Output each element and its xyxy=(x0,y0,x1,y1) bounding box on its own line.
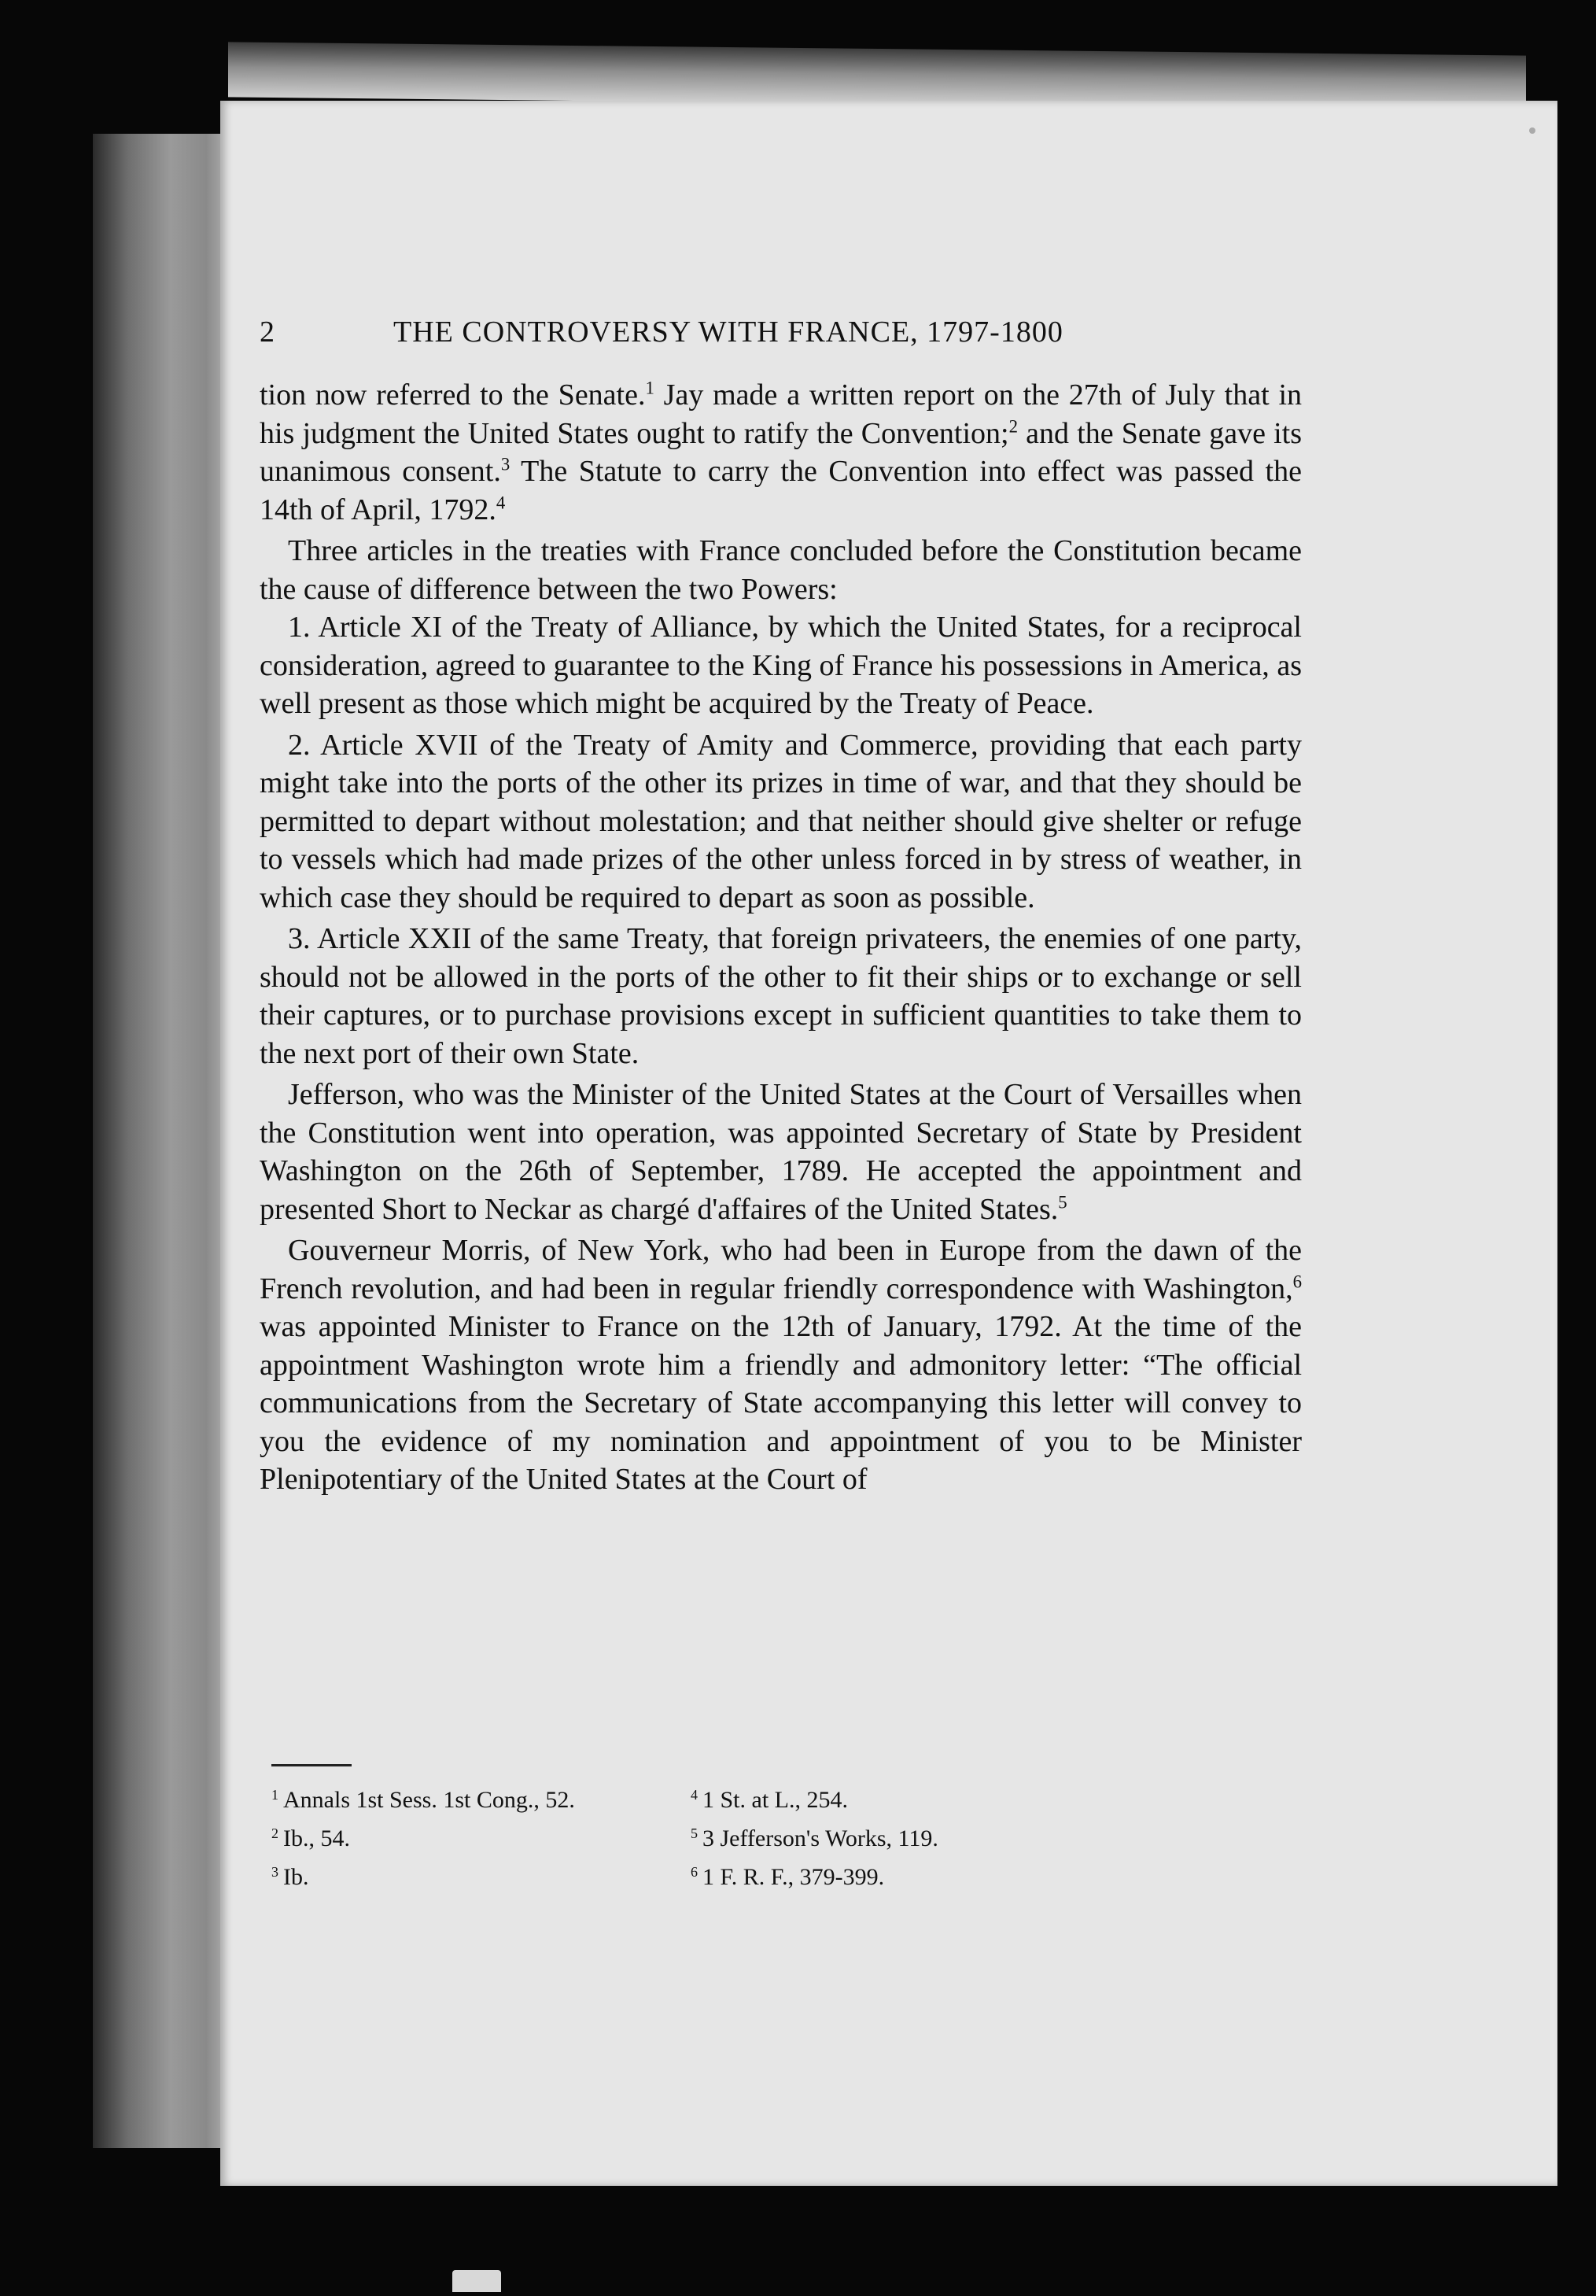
paragraph: 3. Article XXII of the same Treaty, that foreign privateers, the enemies of one party, should not be allowed in the ports of the other to fit their ships or to exchange or sell their captures, or to purchase provisions except in sufficient quantities to take them to the next port of their own State. xyxy=(260,922,1302,1070)
page-stack-edge xyxy=(93,134,234,2148)
paragraph: 1. Article XI of the Treaty of Alliance, by which the United States, for a reciprocal consideration, agreed to guarantee to the King of France his possessions in America, as well present as those which might be acquired by the Treaty of Peace. xyxy=(260,611,1302,720)
footnote-ref: 5 xyxy=(1058,1191,1067,1212)
dust-speck xyxy=(1529,127,1535,134)
footnote-text: Ib. xyxy=(283,1863,309,1890)
paragraph xyxy=(260,376,1302,529)
footnote-rule xyxy=(271,1764,352,1766)
footnote xyxy=(271,1817,680,1855)
footnote-number: 3 xyxy=(271,1863,278,1880)
page-number: 2 xyxy=(260,316,275,349)
text-run: was appointed Minister to France on the 12th of January, 1792. At the time of the appointment Washington wrote him a friendly and admonitory letter: “The official communications from the Secretary of State accompanying this letter will convey to you the evidence of my nomination and appointment of you to be Minister Plenipotentiary of the United States at the Court of xyxy=(260,1310,1302,1496)
footnote xyxy=(691,1817,1100,1855)
footnote-text: Ib., 54. xyxy=(283,1825,350,1851)
text-run: Gouverneur Morris, of New York, who had been in Europe from the dawn of the French revolution, and had been in regular friendly correspondence with Washington, xyxy=(260,1234,1302,1305)
footnote-number: 4 xyxy=(691,1787,698,1803)
footnote-number: 1 xyxy=(271,1787,278,1803)
footnote-ref: 3 xyxy=(500,454,510,474)
footnote-ref: 2 xyxy=(1008,415,1019,436)
text-run: Jefferson, who was the Minister of the United States at the Court of Versailles when the Constitution went into operation, was appointed Secretary of State by President Washington on the 26th of September, 1789. He accepted the appointment and presented Short to Neckar as chargé d'affaires of the United States. xyxy=(260,1078,1302,1226)
paragraph: Three articles in the treaties with France concluded before the Constitution became the cause of difference between the two Powers: xyxy=(260,534,1302,606)
footnote xyxy=(691,1778,1100,1817)
paragraph xyxy=(260,1231,1302,1499)
running-title: THE CONTROVERSY WITH FRANCE, 1797-1800 xyxy=(393,316,1063,349)
footnote-text: 3 Jefferson's Works, 119. xyxy=(702,1825,938,1851)
text-run: Jay made a written report on the 27th of July that in his judgment the United States ought to ratify the Convention; xyxy=(260,378,1303,450)
footnote-number: 2 xyxy=(271,1825,278,1841)
footnote-number: 5 xyxy=(691,1825,698,1841)
text-run: tion now referred to the Senate. xyxy=(260,378,646,412)
page-tab xyxy=(452,2270,501,2292)
footnote-ref: 4 xyxy=(496,492,506,512)
footnotes-right xyxy=(691,1778,1100,1894)
running-head xyxy=(260,315,1298,354)
footnote-ref: 1 xyxy=(645,378,654,398)
footnote-ref: 6 xyxy=(1292,1271,1302,1291)
text-run: and the Senate gave its unanimous consent. xyxy=(260,416,1303,488)
footnotes-left xyxy=(271,1778,680,1894)
paragraph: 2. Article XVII of the Treaty of Amity and Commerce, providing that each party might take into the ports of the other its prizes in time of war, and that they should be permitted to depart without molestation; and that neither should give shelter or refuge to vessels which had made prizes of the other unless forced in by stress of weather, in which case they should be required to depart as soon as possible. xyxy=(260,728,1302,914)
paragraph xyxy=(260,1076,1302,1228)
footnote xyxy=(271,1855,680,1894)
footnote-number: 6 xyxy=(691,1863,698,1880)
footnote-text: Annals 1st Sess. 1st Cong., 52. xyxy=(283,1786,575,1813)
footnote-text: 1 St. at L., 254. xyxy=(702,1786,848,1813)
footnote xyxy=(691,1855,1100,1894)
footnote-text: 1 F. R. F., 379-399. xyxy=(702,1863,885,1890)
footnote xyxy=(271,1778,680,1817)
text-run: The Statute to carry the Convention into effect was passed the 14th of April, 1792. xyxy=(260,455,1302,526)
body-text xyxy=(260,376,1302,1499)
